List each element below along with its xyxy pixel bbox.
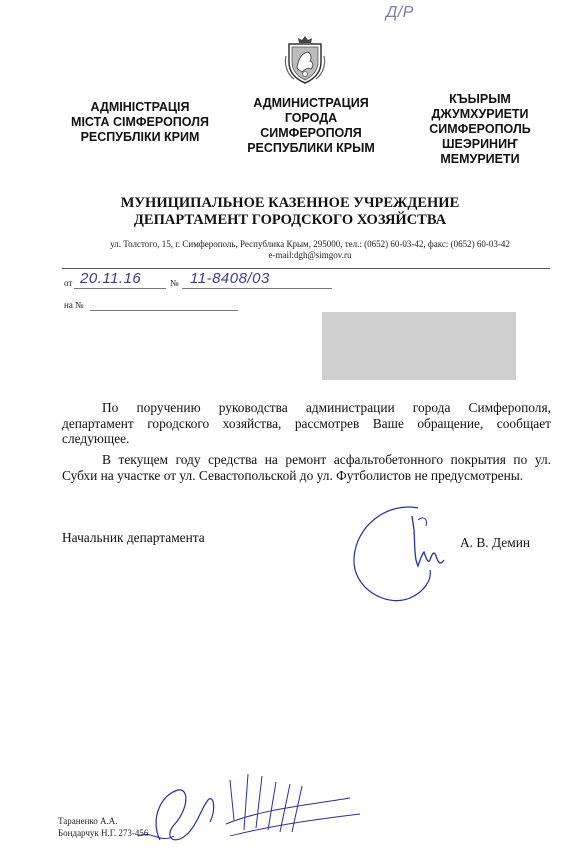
outgoing-number: 11-8408/03	[190, 270, 270, 287]
header-center-line: РЕСПУБЛИКИ КРЫМ	[247, 141, 375, 155]
executor-2: Бондарчук Н.Г. 273-456	[58, 828, 149, 838]
signatory-position: Начальник департамента	[62, 530, 205, 545]
header-right-line: ДЖУМХУРИЕТИ	[431, 107, 529, 121]
header-left-line: МІСТА СІМФЕРОПОЛЯ	[71, 115, 209, 129]
header-center-line: СИМФЕРОПОЛЯ	[260, 126, 362, 140]
header-center-line: ГОРОДА	[284, 111, 338, 125]
header-divider	[62, 268, 550, 269]
coat-of-arms-icon	[284, 34, 326, 84]
outgoing-date: 20.11.16	[80, 270, 142, 287]
reply-to-underline	[90, 310, 238, 311]
handwritten-annotation: Д/Р	[386, 4, 414, 21]
header-right-line: МЕМУРИЕТИ	[440, 152, 520, 166]
date-underline	[74, 288, 166, 289]
header-center-line: АДМИНИСТРАЦИЯ	[253, 96, 369, 110]
organization-title	[60, 195, 520, 229]
organization-title-line2: ДЕПАРТАМЕНТ ГОРОДСКОГО ХОЗЯЙСТВА	[133, 212, 447, 228]
executor-1: Тараненко А.А.	[58, 816, 118, 826]
header-left	[62, 100, 218, 145]
from-label: от	[64, 278, 73, 288]
header-right-line: СИМФЕРОПОЛЬ	[429, 122, 531, 136]
signature-mark	[348, 500, 458, 610]
header-center	[236, 96, 386, 156]
organization-address: ул. Толстого, 15, г. Симферополь, Республика Крым, 295000, тел.: (0652) 60-03-42, факс: (0652) 60-03-42	[110, 239, 510, 249]
header-right-line: КЪЫРЫМ	[449, 92, 511, 106]
body-paragraph-2: В текущем году средства на ремонт асфальтобетонного покрытия по ул. Субхи на участке от ул. Севастопольской до ул. Футболистов не предусмотрены.	[62, 452, 551, 483]
header-left-line: РЕСПУБЛІКИ КРИМ	[80, 130, 200, 144]
signatory-name: А. В. Демин	[460, 535, 531, 550]
header-right	[410, 92, 550, 167]
number-underline	[182, 288, 332, 289]
organization-email: e-mail:dgh@simgov.ru	[268, 250, 352, 260]
organization-title-line1: МУНИЦИПАЛЬНОЕ КАЗЕННОЕ УЧРЕЖДЕНИЕ	[120, 195, 460, 211]
header-left-line: АДМІНІСТРАЦІЯ	[90, 100, 190, 114]
executor-initials-mark	[130, 770, 370, 849]
header-right-line: ШЕЭРИНИҤ	[441, 137, 519, 151]
body-paragraph-1: По поручению руководства администрации города Симферополя, департамент городского хозяйства, рассмотрев Ваше обращение, сообщает следующее.	[62, 400, 551, 447]
number-label: №	[170, 278, 179, 288]
reply-to-label: на №	[64, 300, 84, 310]
redacted-addressee	[322, 312, 516, 380]
